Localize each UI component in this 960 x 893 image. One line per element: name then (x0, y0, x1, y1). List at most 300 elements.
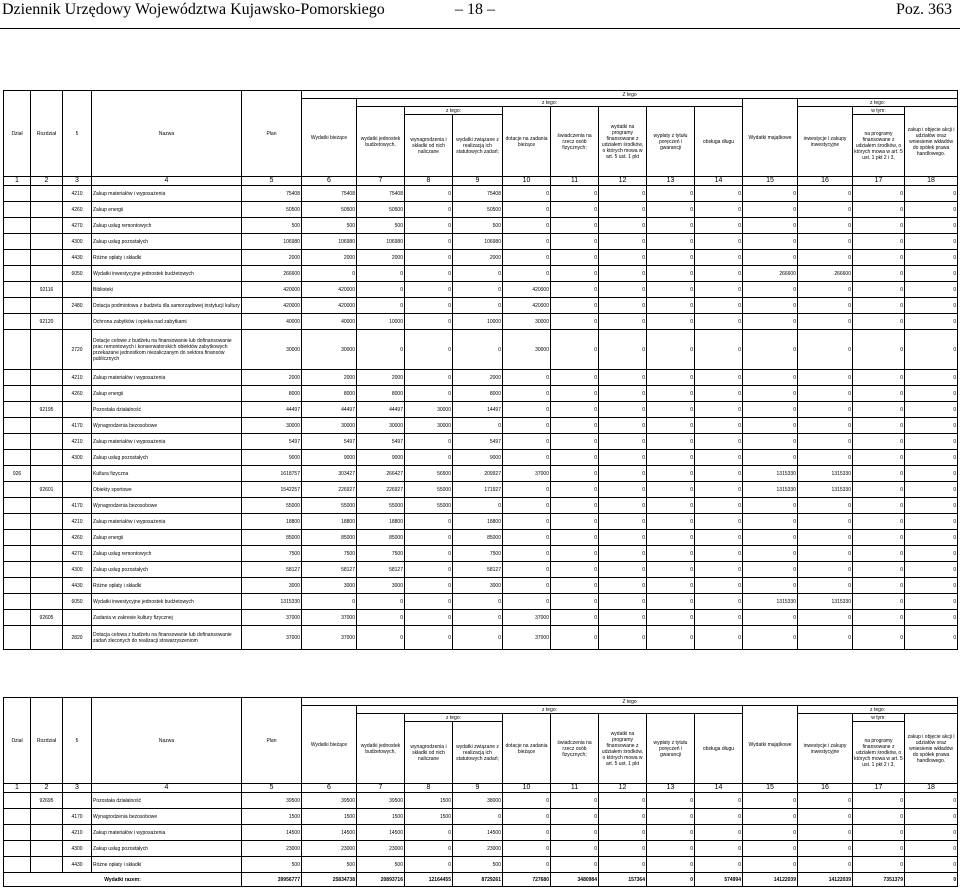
table-cell: 0 (695, 546, 743, 562)
total-row (4, 873, 958, 887)
table-cell: 0 (599, 282, 647, 298)
table-cell: 0 (743, 530, 798, 546)
table-row (4, 466, 958, 482)
table-cell: 0 (357, 298, 405, 314)
table-cell: 8000 (302, 386, 357, 402)
table-cell: 0 (743, 610, 798, 626)
table-cell: 0 (599, 434, 647, 450)
table-cell: 266600 (242, 266, 302, 282)
table-cell: 37000 (242, 626, 302, 650)
table-cell (31, 578, 63, 594)
table-cell: 92120 (31, 314, 63, 330)
table-cell (31, 202, 63, 218)
table-cell (4, 266, 31, 282)
table-cell: 1500 (302, 809, 357, 825)
table-row (4, 450, 958, 466)
table-row (4, 825, 958, 841)
table-cell: 0 (405, 546, 453, 562)
table-cell: 0 (853, 562, 905, 578)
table-cell: 0 (905, 466, 958, 482)
table-cell: 0 (695, 857, 743, 873)
table-cell: 0 (853, 386, 905, 402)
column-number: 17 (853, 177, 905, 186)
table-cell: 0 (695, 498, 743, 514)
row-name: Wynagrodzenia bezosobowe (92, 498, 242, 514)
table-cell: 0 (695, 530, 743, 546)
table-cell: 0 (905, 314, 958, 330)
table-cell: 0 (695, 314, 743, 330)
table-cell: 0 (599, 841, 647, 857)
table-cell: 0 (599, 514, 647, 530)
table-cell: 0 (551, 330, 599, 370)
table-cell (4, 330, 31, 370)
table-cell (4, 530, 31, 546)
table-cell: 4170 (63, 809, 92, 825)
table-cell: 1500 (242, 809, 302, 825)
table-cell: 0 (695, 202, 743, 218)
header-wydatki-statutowe: wydatki związane z realizacją ich statutowych zadań; (453, 115, 503, 177)
table-cell (31, 234, 63, 250)
table-cell: 0 (551, 530, 599, 546)
table-cell: 0 (551, 266, 599, 282)
table-cell: 0 (798, 578, 853, 594)
table-cell: 3000 (242, 578, 302, 594)
table-cell: 0 (905, 498, 958, 514)
table-cell: 0 (453, 418, 503, 434)
header-paragraf: 5 (63, 91, 92, 177)
table-cell (4, 386, 31, 402)
table-cell (4, 250, 31, 266)
table-cell (4, 418, 31, 434)
table-cell: 0 (647, 450, 695, 466)
total-cell: 157364 (599, 873, 647, 887)
table-cell: 0 (798, 610, 853, 626)
table-cell: 0 (695, 841, 743, 857)
table-cell (4, 370, 31, 386)
table-cell: 420000 (503, 298, 551, 314)
table-cell: 266427 (357, 466, 405, 482)
table-cell: 0 (695, 610, 743, 626)
table-cell: 37000 (503, 626, 551, 650)
table-cell: 0 (743, 825, 798, 841)
table-cell: 0 (647, 186, 695, 202)
table-cell: 39500 (242, 793, 302, 809)
table-cell: 1500 (357, 809, 405, 825)
table-cell: 0 (405, 298, 453, 314)
table-cell: 0 (453, 282, 503, 298)
table-cell: 40000 (302, 314, 357, 330)
total-cell: 39956777 (242, 873, 302, 887)
total-cell: 574994 (695, 873, 743, 887)
table-cell: 0 (302, 594, 357, 610)
table-cell: 420000 (503, 282, 551, 298)
table-cell: 106980 (453, 234, 503, 250)
table-cell (63, 282, 92, 298)
table-cell: 1315330 (798, 482, 853, 498)
table-cell (4, 793, 31, 809)
column-number: 10 (503, 784, 551, 793)
table-cell (4, 498, 31, 514)
table-cell (31, 530, 63, 546)
table-cell: 0 (599, 402, 647, 418)
table-cell: 85000 (357, 530, 405, 546)
table-cell: 2000 (453, 370, 503, 386)
table-cell (31, 825, 63, 841)
table-cell: 0 (905, 450, 958, 466)
table-cell: 0 (405, 250, 453, 266)
table-cell (63, 793, 92, 809)
column-number: 10 (503, 177, 551, 186)
row-name: Obiekty sportowe (92, 482, 242, 498)
table-cell: 0 (853, 809, 905, 825)
table-cell: 0 (503, 418, 551, 434)
table-cell: 4300 (63, 450, 92, 466)
table-cell: 4260 (63, 530, 92, 546)
table-cell: 0 (503, 186, 551, 202)
table-cell: 1618757 (242, 466, 302, 482)
table-cell: 0 (798, 186, 853, 202)
header-dotacje: dotacje na zadania bieżące (503, 107, 551, 177)
table-cell: 0 (551, 234, 599, 250)
table-cell: 0 (695, 234, 743, 250)
table-cell: 0 (551, 250, 599, 266)
table-cell: 30000 (503, 314, 551, 330)
table-cell: 0 (503, 498, 551, 514)
column-number: 8 (405, 784, 453, 793)
table-cell: 0 (503, 546, 551, 562)
total-cell: 14122039 (743, 873, 798, 887)
table-cell: 0 (599, 530, 647, 546)
table-cell: 0 (905, 202, 958, 218)
table-cell: 0 (695, 266, 743, 282)
column-number: 6 (302, 784, 357, 793)
column-number: 13 (647, 177, 695, 186)
table-cell: 0 (503, 594, 551, 610)
table-cell (31, 514, 63, 530)
table-cell: 0 (647, 546, 695, 562)
table-row (4, 186, 958, 202)
table-cell (4, 841, 31, 857)
table-cell: 23000 (242, 841, 302, 857)
table-cell: 50500 (302, 202, 357, 218)
header-z-tego-biezace: z tego: (357, 706, 743, 714)
table-cell: 1315330 (798, 594, 853, 610)
table-cell (4, 218, 31, 234)
table-cell: 0 (405, 626, 453, 650)
table-cell: 0 (798, 825, 853, 841)
table-cell: 1315330 (743, 466, 798, 482)
header-z-tego-jednostek: z tego: (405, 714, 503, 722)
table-cell: 4210 (63, 825, 92, 841)
table-cell: 3000 (357, 578, 405, 594)
table-cell: 0 (905, 370, 958, 386)
table-cell: 1500 (405, 809, 453, 825)
table-cell: 2000 (302, 370, 357, 386)
table-cell: 0 (743, 386, 798, 402)
table-cell: 4170 (63, 418, 92, 434)
table-cell: 0 (647, 482, 695, 498)
row-name: Dotacja podmiotowa z budżetu dla samorządowej instytucji kultury (92, 298, 242, 314)
row-name: Biblioteki (92, 282, 242, 298)
row-name: Dotacja celowa z budżetu na finansowanie lub dofinansowanie zadań zleconych do realizacji stowarzyszeniom (92, 626, 242, 650)
table-cell: 0 (503, 530, 551, 546)
table-cell: 0 (695, 809, 743, 825)
header-dzial: Dział (4, 91, 31, 177)
row-name: Wynagrodzenia bezosobowe (92, 809, 242, 825)
table-cell: 0 (551, 186, 599, 202)
table-cell: 0 (743, 418, 798, 434)
table-cell: 0 (695, 578, 743, 594)
table-row (4, 626, 958, 650)
table-cell: 106980 (302, 234, 357, 250)
table-cell: 0 (599, 546, 647, 562)
table-cell: 30000 (242, 418, 302, 434)
column-number: 3 (63, 784, 92, 793)
row-name: Kultura fizyczna (92, 466, 242, 482)
table-cell: 303427 (302, 466, 357, 482)
table-cell: 1315330 (798, 466, 853, 482)
table-cell: 0 (551, 218, 599, 234)
table-cell: 0 (503, 386, 551, 402)
table-cell: 0 (357, 266, 405, 282)
table-cell: 0 (599, 466, 647, 482)
table-cell (4, 546, 31, 562)
table-cell (63, 402, 92, 418)
table-cell: 0 (905, 434, 958, 450)
header-wyplaty: wypłaty z tytułu poręczeń i gwarancji (647, 107, 695, 177)
table-row (4, 402, 958, 418)
row-name: Zakup usług pozostałych (92, 562, 242, 578)
table-cell: 0 (798, 809, 853, 825)
table-cell: 0 (695, 434, 743, 450)
table-cell: 0 (853, 330, 905, 370)
table-cell: 85000 (453, 530, 503, 546)
table-cell: 0 (551, 402, 599, 418)
table-cell: 0 (405, 266, 453, 282)
table-cell: 0 (695, 450, 743, 466)
table-cell: 0 (905, 546, 958, 562)
table-cell: 0 (853, 610, 905, 626)
table-cell: 0 (695, 482, 743, 498)
table-cell: 37000 (242, 610, 302, 626)
table-cell: 0 (599, 186, 647, 202)
table-cell: 4300 (63, 234, 92, 250)
table-cell: 0 (599, 418, 647, 434)
table-cell: 0 (599, 450, 647, 466)
table-cell: 0 (905, 298, 958, 314)
table-cell: 0 (905, 282, 958, 298)
table-cell (4, 450, 31, 466)
table-cell: 0 (551, 202, 599, 218)
table-cell: 0 (695, 825, 743, 841)
table-row (4, 250, 958, 266)
table-cell: 4210 (63, 434, 92, 450)
table-cell: 75408 (302, 186, 357, 202)
table-cell: 0 (647, 370, 695, 386)
table-cell: 30000 (405, 418, 453, 434)
column-number: 14 (695, 177, 743, 186)
table-cell: 85000 (242, 530, 302, 546)
table-cell: 0 (798, 314, 853, 330)
table-cell: 39500 (302, 793, 357, 809)
header-na-programy: na programy finansowane z udziałem środków, o których mowa w art. 5 ust. 1 pkt 2 i 3, (853, 115, 905, 177)
table-cell (63, 314, 92, 330)
table-cell: 50500 (453, 202, 503, 218)
table-cell: 0 (503, 841, 551, 857)
table-cell: 37000 (302, 610, 357, 626)
table-cell: 0 (647, 530, 695, 546)
table-cell (31, 594, 63, 610)
total-cell: 12164455 (405, 873, 453, 887)
table-cell: 0 (743, 234, 798, 250)
table-cell: 0 (302, 266, 357, 282)
table-cell: 0 (503, 482, 551, 498)
row-name: Zakup materiałów i wyposażenia (92, 514, 242, 530)
table-cell: 0 (647, 857, 695, 873)
table-cell: 0 (695, 386, 743, 402)
table-cell: 55000 (302, 498, 357, 514)
table-cell: 0 (599, 234, 647, 250)
table-cell: 0 (853, 594, 905, 610)
header-inwestycje: inwestycje i zakupy inwestycyjne (798, 107, 853, 177)
table-cell: 0 (853, 825, 905, 841)
table-cell: 0 (551, 386, 599, 402)
table-cell: 0 (599, 482, 647, 498)
table-cell: 0 (853, 626, 905, 650)
table-cell: 0 (599, 594, 647, 610)
row-name: Różne opłaty i składki (92, 857, 242, 873)
table-cell: 8000 (453, 386, 503, 402)
table-cell: 9000 (302, 450, 357, 466)
column-number: 11 (551, 177, 599, 186)
header-inwestycje: inwestycje i zakupy inwestycyjne (798, 714, 853, 784)
table-cell: 23000 (357, 841, 405, 857)
table-cell: 30000 (242, 330, 302, 370)
row-name: Zadania w zakresie kultury fizycznej (92, 610, 242, 626)
table-cell: 0 (905, 514, 958, 530)
column-number: 1 (4, 177, 31, 186)
row-name: Zakup materiałów i wyposażenia (92, 370, 242, 386)
table-row (4, 418, 958, 434)
table-cell: 2720 (63, 330, 92, 370)
table-cell: 0 (743, 282, 798, 298)
table-row (4, 298, 958, 314)
table-cell: 55000 (405, 498, 453, 514)
table-cell (4, 610, 31, 626)
table-cell: 0 (905, 857, 958, 873)
table-cell: 0 (695, 330, 743, 370)
table-cell (4, 234, 31, 250)
table-cell: 0 (599, 578, 647, 594)
table-cell (4, 857, 31, 873)
column-number: 9 (453, 784, 503, 793)
table-cell (4, 186, 31, 202)
column-number: 11 (551, 784, 599, 793)
table-cell: 0 (853, 186, 905, 202)
header-wyplaty: wypłaty z tytułu poręczeń i gwarancji (647, 714, 695, 784)
table-cell: 0 (853, 466, 905, 482)
table-cell: 0 (853, 234, 905, 250)
column-number: 7 (357, 177, 405, 186)
table-cell: 0 (405, 202, 453, 218)
table-cell: 0 (453, 626, 503, 650)
table-row (4, 809, 958, 825)
table-cell: 0 (647, 793, 695, 809)
table-cell: 0 (695, 402, 743, 418)
table-row (4, 482, 958, 498)
table-cell: 85000 (302, 530, 357, 546)
table-cell: 14500 (302, 825, 357, 841)
column-number: 9 (453, 177, 503, 186)
total-cell: 14122039 (798, 873, 853, 887)
column-number: 17 (853, 784, 905, 793)
table-cell: 0 (405, 825, 453, 841)
table-cell: 0 (647, 218, 695, 234)
header-z-tego-majatkowe: z tego: (798, 706, 958, 714)
table-cell: 5497 (453, 434, 503, 450)
table-cell: 0 (743, 250, 798, 266)
table-cell: 0 (453, 809, 503, 825)
table-cell: 75408 (357, 186, 405, 202)
table-cell: 0 (798, 234, 853, 250)
table-cell: 0 (853, 218, 905, 234)
table-cell: 0 (798, 841, 853, 857)
table-cell: 0 (551, 282, 599, 298)
column-number: 2 (31, 177, 63, 186)
table-cell: 0 (551, 578, 599, 594)
total-label: Wydatki razem: (4, 873, 242, 887)
table-cell (31, 370, 63, 386)
table-cell: 266600 (743, 266, 798, 282)
table-cell: 10000 (357, 314, 405, 330)
table-row (4, 202, 958, 218)
table-cell: 0 (743, 809, 798, 825)
position-number: Poz. 363 (896, 1, 952, 18)
table-row (4, 266, 958, 282)
table-cell: 0 (798, 418, 853, 434)
column-number: 5 (242, 784, 302, 793)
table-cell: 0 (743, 841, 798, 857)
table-cell: 1542257 (242, 482, 302, 498)
table-row (4, 546, 958, 562)
table-cell: 0 (798, 370, 853, 386)
header-z-tego-majatkowe: z tego: (798, 99, 958, 107)
table-cell (31, 546, 63, 562)
table-cell (63, 482, 92, 498)
table-cell: 92116 (31, 282, 63, 298)
table-cell: 0 (853, 370, 905, 386)
table-row (4, 314, 958, 330)
table-cell: 0 (905, 386, 958, 402)
column-number: 5 (242, 177, 302, 186)
column-number: 16 (798, 784, 853, 793)
table-cell: 0 (853, 482, 905, 498)
table-cell: 0 (853, 498, 905, 514)
row-name: Różne opłaty i składki (92, 250, 242, 266)
row-name: Zakup energii (92, 530, 242, 546)
table-cell: 0 (599, 793, 647, 809)
table-cell: 0 (647, 626, 695, 650)
header-programy: wydatki na programy finansowane z udziałem środków, o których mowa w art. 5 ust. 1 pkt (599, 714, 647, 784)
table-row (4, 434, 958, 450)
header-programy: wydatki na programy finansowane z udziałem środków, o których mowa w art. 5 ust. 1 pkt (599, 107, 647, 177)
table-cell: 50500 (242, 202, 302, 218)
table-cell: 500 (242, 857, 302, 873)
table-cell: 3000 (302, 578, 357, 594)
table-cell: 0 (551, 314, 599, 330)
table-cell: 0 (599, 386, 647, 402)
table-row (4, 562, 958, 578)
